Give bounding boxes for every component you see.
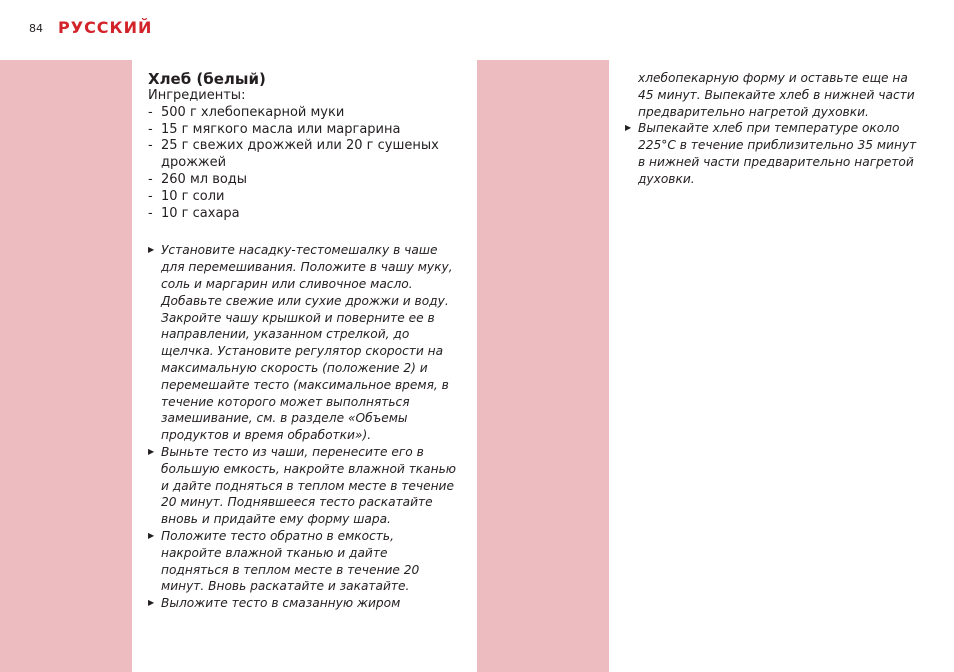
- ingredient-text: 10 г соли: [161, 188, 225, 204]
- ingredient-text: 15 г мягкого масла или маргарина: [161, 121, 401, 137]
- step-text: Выньте тесто из чаши, перенесите его в большую емкость, накройте влажной тканью и дайте подняться в теплом месте в течение 20 минут. Поднявшееся тесто раскатайте вновь и придайте ему форму шара.: [161, 444, 457, 527]
- recipe-title: Хлеб (белый): [148, 70, 266, 88]
- left-text-column: [148, 70, 458, 612]
- step-item: [148, 444, 458, 528]
- step-item: [148, 528, 458, 595]
- ingredient-text: 260 мл воды: [161, 171, 248, 187]
- ingredient-text: 500 г хлебопекарной муки: [161, 104, 345, 120]
- dash-bullet-icon: -: [148, 138, 153, 154]
- right-text-column: [625, 70, 925, 188]
- step-item: [148, 242, 458, 444]
- step-text: Установите насадку-тестомешалку в чаше для перемешивания. Положите в чашу муку, соль и маргарин или сливочное масло. Добавьте свежие или сухие дрожжи и воду. Закройте чашу крышкой и поверните ее в направлении, указанном стрелкой, до щелчка. Установите регулятор скорости на максимальную скорость (положение 2) и перемешайте тесто (максимальное время, в течение которого может выполняться замешивание, см. в разделе «Объемы продуктов и время обработки»).: [161, 243, 453, 443]
- right-margin-band: [477, 60, 609, 672]
- dash-bullet-icon: -: [148, 104, 153, 120]
- ingredient-item: [148, 105, 458, 122]
- step-item: [625, 120, 925, 187]
- dash-bullet-icon: -: [148, 171, 153, 187]
- triangle-bullet-icon: ▶: [148, 245, 155, 255]
- step-text: Положите тесто обратно в емкость, накройте влажной тканью и дайте подняться в теплом месте в течение 20 минут. Вновь раскатайте и закатайте.: [161, 528, 420, 594]
- triangle-bullet-icon: ▶: [148, 530, 155, 540]
- dash-bullet-icon: -: [148, 121, 153, 137]
- dash-bullet-icon: -: [148, 188, 153, 204]
- page-number: 84: [29, 22, 43, 35]
- dash-bullet-icon: -: [148, 205, 153, 221]
- step-item: [148, 595, 458, 612]
- steps-list: [148, 242, 458, 612]
- triangle-bullet-icon: ▶: [148, 598, 155, 608]
- ingredient-text: 10 г сахара: [161, 205, 240, 221]
- ingredient-item: [148, 138, 458, 172]
- ingredient-item: [148, 172, 458, 189]
- triangle-bullet-icon: ▶: [148, 446, 155, 456]
- ingredient-text: 25 г свежих дрожжей или 20 г сушеных дрожжей: [161, 138, 439, 171]
- ingredient-item: [148, 189, 458, 206]
- ingredient-item: [148, 206, 458, 223]
- section-title: РУССКИЙ: [58, 18, 153, 37]
- step-text: Выложите тесто в смазанную жиром: [161, 596, 401, 611]
- ingredient-item: [148, 122, 458, 139]
- triangle-bullet-icon: ▶: [625, 123, 632, 133]
- left-margin-band: [0, 60, 132, 672]
- step-text: Выпекайте хлеб при температуре около 225°C в течение приблизительно 35 минут в нижней части предварительно нагретой духовки.: [638, 121, 917, 186]
- step-continuation-text: хлебопекарную форму и оставьте еще на 45 минут. Выпекайте хлеб в нижней части предварительно нагретой духовки.: [638, 71, 915, 119]
- ingredients-heading: Ингредиенты:: [148, 88, 246, 103]
- ingredients-list: [148, 105, 458, 223]
